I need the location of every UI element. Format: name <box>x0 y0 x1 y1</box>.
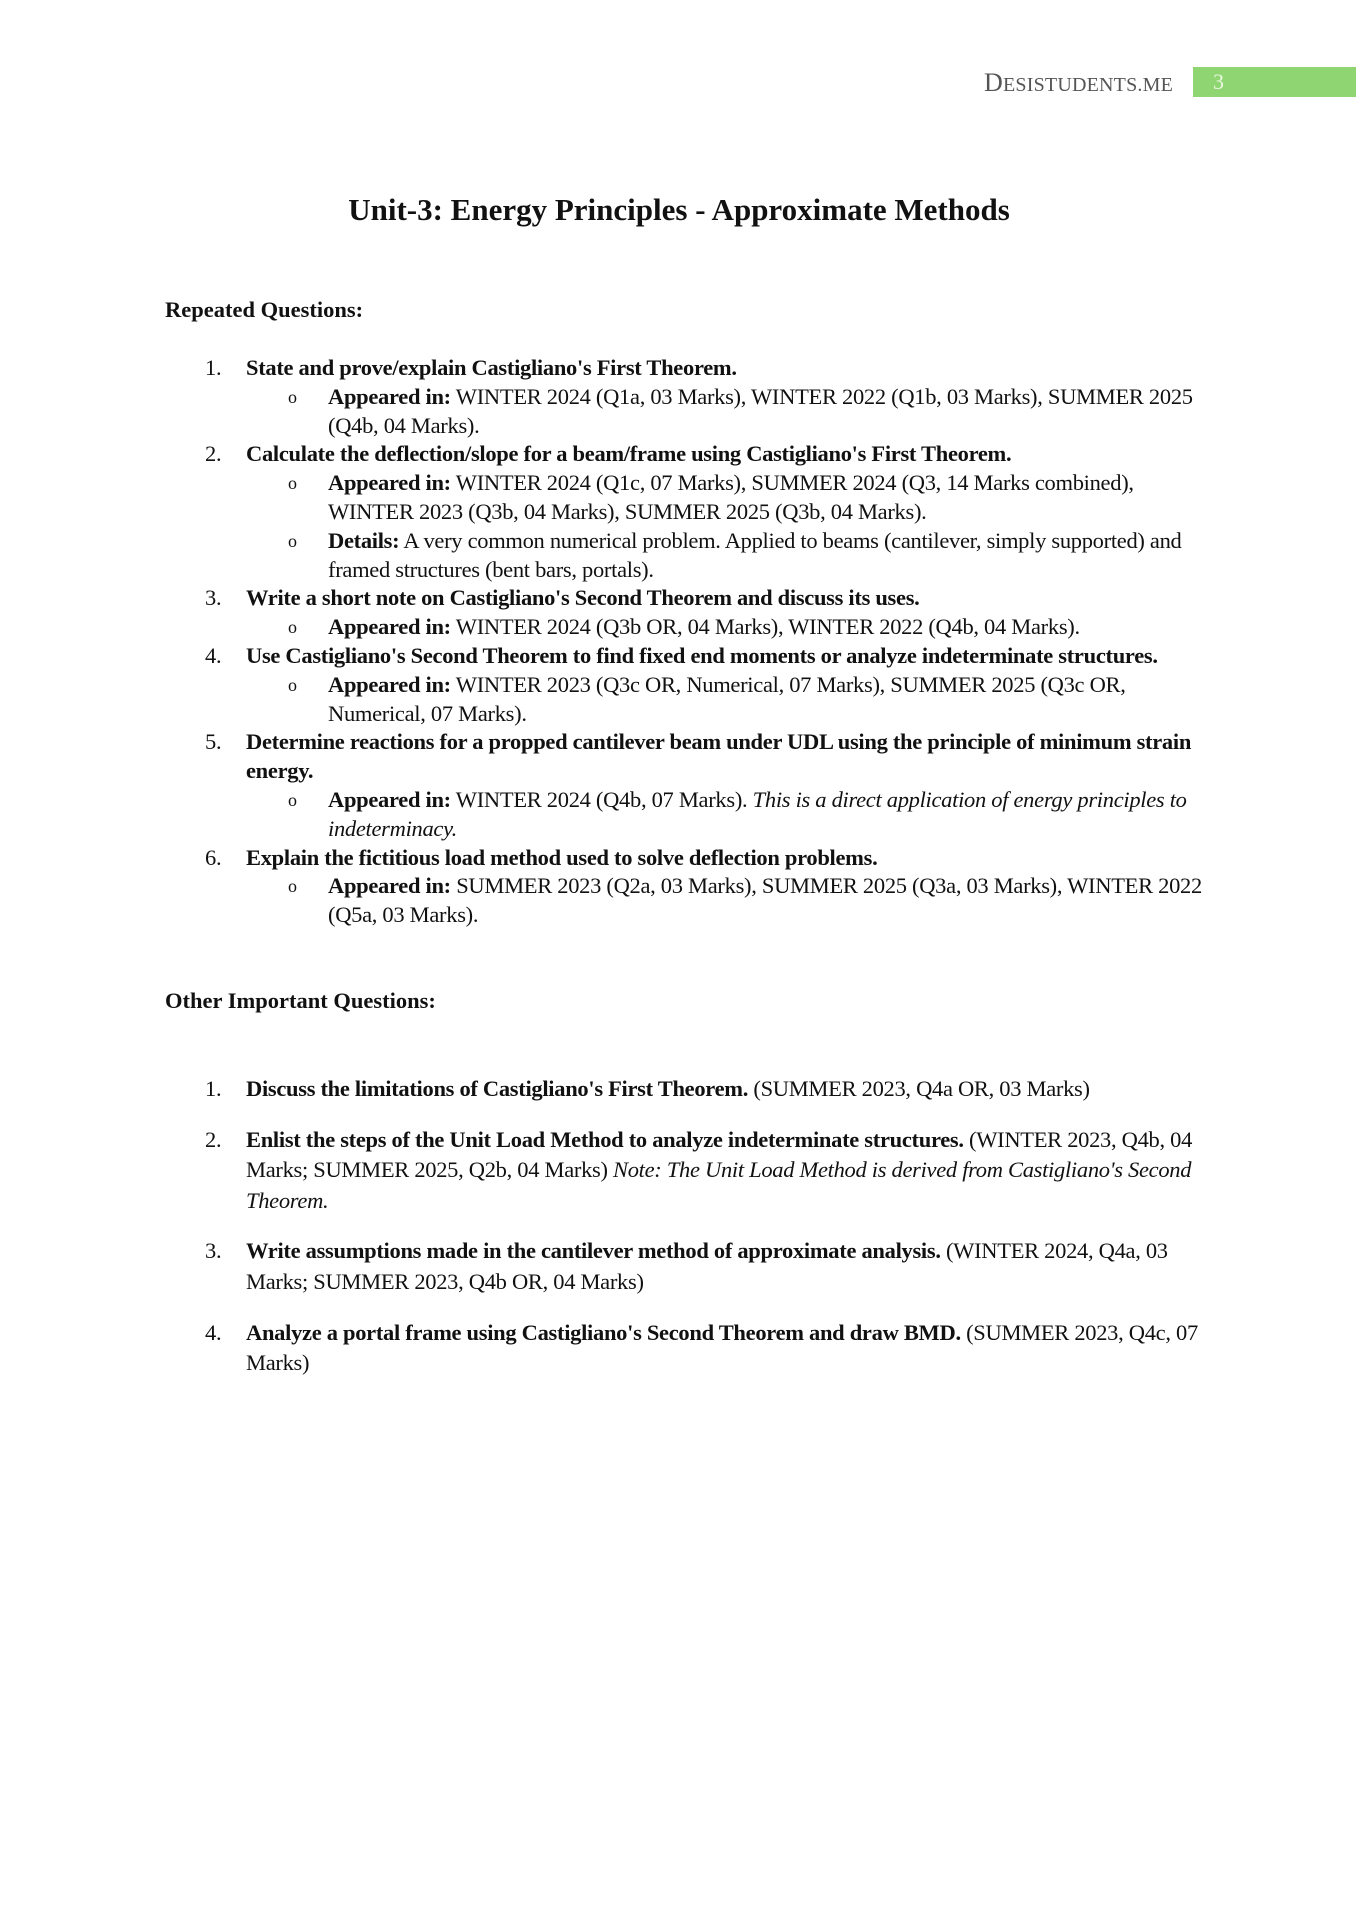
sub-label: Appeared in: <box>328 614 451 640</box>
sub-label: Appeared in: <box>328 470 451 496</box>
item-reference: (WINTER 2024, Q4a, 03 Marks; SUMMER 2023, Q4b OR, 04 Marks) <box>246 1238 1168 1294</box>
sub-label: Appeared in: <box>328 873 451 899</box>
item-question: Calculate the deflection/slope for a beam/frame using Castigliano's First Theorem. <box>246 441 1012 467</box>
list-item <box>205 1125 1205 1217</box>
sub-bullet <box>205 671 1205 729</box>
sub-text: WINTER 2024 (Q4b, 07 Marks). <box>450 786 753 812</box>
repeated-questions-heading: Repeated Questions: <box>165 297 364 322</box>
bullet-icon: o <box>288 617 297 638</box>
sub-label: Appeared in: <box>328 383 451 409</box>
item-number: 1. <box>205 1076 222 1101</box>
item-number: 4. <box>205 642 222 668</box>
bullet-icon: o <box>288 789 297 810</box>
bullet-icon: o <box>288 530 297 551</box>
site-name-initial: D <box>984 68 1003 97</box>
sub-label: Appeared in: <box>328 786 451 812</box>
sub-text: A very common numerical problem. Applied to beams (cantilever, simply supported) and framed structures (bent bars, portals). <box>328 527 1182 582</box>
page-number: 3 <box>1193 67 1356 97</box>
item-number: 1. <box>205 355 222 380</box>
item-question: Write assumptions made in the cantilever method of approximate analysis. <box>246 1238 941 1264</box>
sub-text: WINTER 2024 (Q3b OR, 04 Marks), WINTER 2022 (Q4b, 04 Marks). <box>450 614 1080 640</box>
bullet-icon: o <box>288 876 297 897</box>
item-question: Use Castigliano's Second Theorem to find fixed end moments or analyze indeterminate structures. <box>246 642 1158 668</box>
item-question: Analyze a portal frame using Castigliano's Second Theorem and draw BMD. <box>246 1319 961 1345</box>
list-item <box>205 1236 1205 1297</box>
sub-bullet <box>205 383 1205 441</box>
sub-bullet <box>205 527 1205 585</box>
bullet-icon: o <box>288 386 297 407</box>
item-number: 3. <box>205 1238 222 1264</box>
sub-note: This is a direct application of energy principles to indeterminacy. <box>328 786 1187 841</box>
sub-text: WINTER 2023 (Q3c OR, Numerical, 07 Marks), SUMMER 2025 (Q3c OR, Numerical, 07 Marks). <box>328 671 1126 726</box>
sub-label: Appeared in: <box>328 671 451 697</box>
list-item <box>205 844 1205 873</box>
item-question: State and prove/explain Castigliano's First Theorem. <box>246 355 737 380</box>
list-item <box>205 440 1205 469</box>
item-question: Write a short note on Castigliano's Second Theorem and discuss its uses. <box>246 585 920 611</box>
page-title: Unit-3: Energy Principles - Approximate Methods <box>348 192 1010 227</box>
item-reference: (SUMMER 2023, Q4a OR, 03 Marks) <box>748 1076 1090 1101</box>
other-questions-list <box>205 1074 1205 1399</box>
item-reference: (WINTER 2023, Q4b, 04 Marks; SUMMER 2025, Q2b, 04 Marks) <box>246 1126 1193 1183</box>
item-number: 3. <box>205 585 222 611</box>
sub-bullet <box>205 872 1205 930</box>
item-number: 4. <box>205 1319 222 1345</box>
site-name <box>984 68 1173 98</box>
item-question: Discuss the limitations of Castigliano's First Theorem. <box>246 1076 749 1101</box>
list-item <box>205 354 1205 383</box>
sub-label: Details: <box>328 527 400 553</box>
item-number: 2. <box>205 1126 222 1152</box>
item-number: 6. <box>205 844 222 870</box>
item-question: Enlist the steps of the Unit Load Method to analyze indeterminate structures. <box>246 1126 964 1152</box>
sub-bullet <box>205 786 1205 844</box>
list-item <box>205 1074 1205 1105</box>
site-name-rest: ESISTUDENTS.ME <box>1002 74 1174 96</box>
list-item <box>205 1318 1205 1379</box>
item-question: Determine reactions for a propped cantilever beam under UDL using the principle of minimum strain energy. <box>246 729 1192 784</box>
sub-bullet <box>205 469 1205 527</box>
repeated-questions-list <box>205 354 1205 930</box>
item-number: 2. <box>205 441 222 467</box>
item-number: 5. <box>205 729 222 755</box>
list-item <box>205 584 1205 613</box>
sub-bullet <box>205 613 1205 642</box>
sub-text: SUMMER 2023 (Q2a, 03 Marks), SUMMER 2025 (Q3a, 03 Marks), WINTER 2022 (Q5a, 03 Marks). <box>328 873 1202 928</box>
bullet-icon: o <box>288 473 297 494</box>
other-questions-heading: Other Important Questions: <box>165 988 436 1013</box>
sub-text: WINTER 2024 (Q1c, 07 Marks), SUMMER 2024 (Q3, 14 Marks combined), WINTER 2023 (Q3b, 04 Marks), SUMMER 2025 (Q3b, 04 Marks). <box>328 470 1134 524</box>
list-item <box>205 642 1205 671</box>
item-question: Explain the fictitious load method used to solve deflection problems. <box>246 844 878 870</box>
item-note: Note: The Unit Load Method is derived from Castigliano's Second Theorem. <box>246 1157 1192 1213</box>
item-reference: (SUMMER 2023, Q4c, 07 Marks) <box>246 1319 1198 1376</box>
bullet-icon: o <box>288 674 297 695</box>
list-item <box>205 728 1205 786</box>
sub-text: WINTER 2024 (Q1a, 03 Marks), WINTER 2022 (Q1b, 03 Marks), SUMMER 2025 (Q4b, 04 Marks). <box>328 383 1193 438</box>
